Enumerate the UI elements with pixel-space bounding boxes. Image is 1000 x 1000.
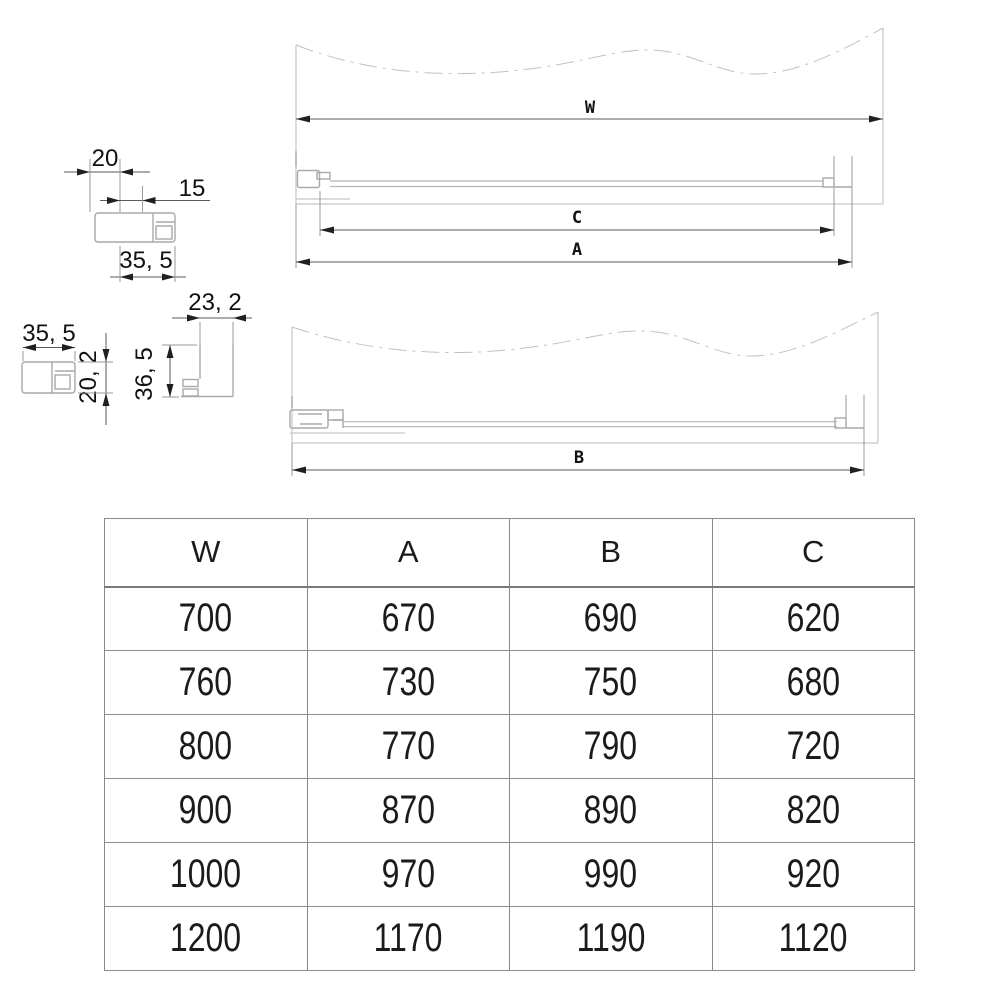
profile-top-dim-15-label: 15 [178,175,206,202]
table-row [105,907,915,971]
col-header-a: A [307,519,510,587]
dim-label-c: C [571,208,583,228]
profile-left-dim-355-label: 35, 5 [22,320,76,347]
table-cell: 1200 [105,907,308,971]
table-cell: 800 [105,715,308,779]
col-header-w: W [105,519,308,587]
profile-detail-mid [131,289,252,401]
table-cell: 820 [712,779,915,843]
table-cell: 890 [510,779,713,843]
table-cell: 720 [712,715,915,779]
dimension-w [296,98,883,123]
profile-top-dim-20-label: 20 [91,145,119,172]
table-cell: 870 [307,779,510,843]
support-bar [330,181,823,187]
profile-detail-left [22,320,113,425]
break-line [296,28,883,74]
wall-bracket-right [835,395,864,476]
table-cell: 920 [712,843,915,907]
table-cell: 1120 [712,907,915,971]
table-cell: 790 [510,715,713,779]
profile-detail-top [64,145,210,282]
panel-drawing-bottom [290,312,878,476]
support-bar [343,422,837,427]
wall-bracket-left [290,396,343,428]
panel-drawing-top [296,28,883,268]
dim-label-b: B [573,448,585,468]
table-cell: 770 [307,715,510,779]
size-table-body [105,587,915,971]
table-cell: 680 [712,651,915,715]
table-cell: 620 [712,587,915,651]
table-cell: 750 [510,651,713,715]
table-header-row [105,519,915,587]
table-cell: 700 [105,587,308,651]
col-header-b: B [510,519,713,587]
table-row [105,843,915,907]
table-cell: 990 [510,843,713,907]
size-table-header [105,519,915,587]
profile-top-dim-355-label: 35, 5 [119,247,173,274]
glass-channel-shape [181,344,233,397]
table-cell: 760 [105,651,308,715]
profile-left-dim-202-label: 20, 2 [75,350,102,404]
wall-bracket-left [296,151,330,188]
table-cell: 1000 [105,843,308,907]
wall-bracket-right [823,156,852,268]
table-cell: 730 [307,651,510,715]
dimension-c [320,191,834,236]
wall-profile-left-shape [22,362,75,393]
col-header-c: C [712,519,915,587]
profile-mid-dim-232-label: 23, 2 [188,289,242,316]
dim-label-a: A [571,240,583,260]
wall-profile-top-shape [95,213,175,242]
table-cell: 670 [307,587,510,651]
break-line [292,312,878,356]
dim-label-w: W [584,98,596,118]
table-cell: 1190 [510,907,713,971]
dimension-b [292,443,864,476]
table-row [105,779,915,843]
table-row [105,587,915,651]
table-cell: 1170 [307,907,510,971]
table-row [105,715,915,779]
table-cell: 690 [510,587,713,651]
size-table [104,518,915,971]
profile-mid-dim-365-label: 36, 5 [131,347,158,401]
table-row [105,651,915,715]
table-cell: 970 [307,843,510,907]
table-cell: 900 [105,779,308,843]
